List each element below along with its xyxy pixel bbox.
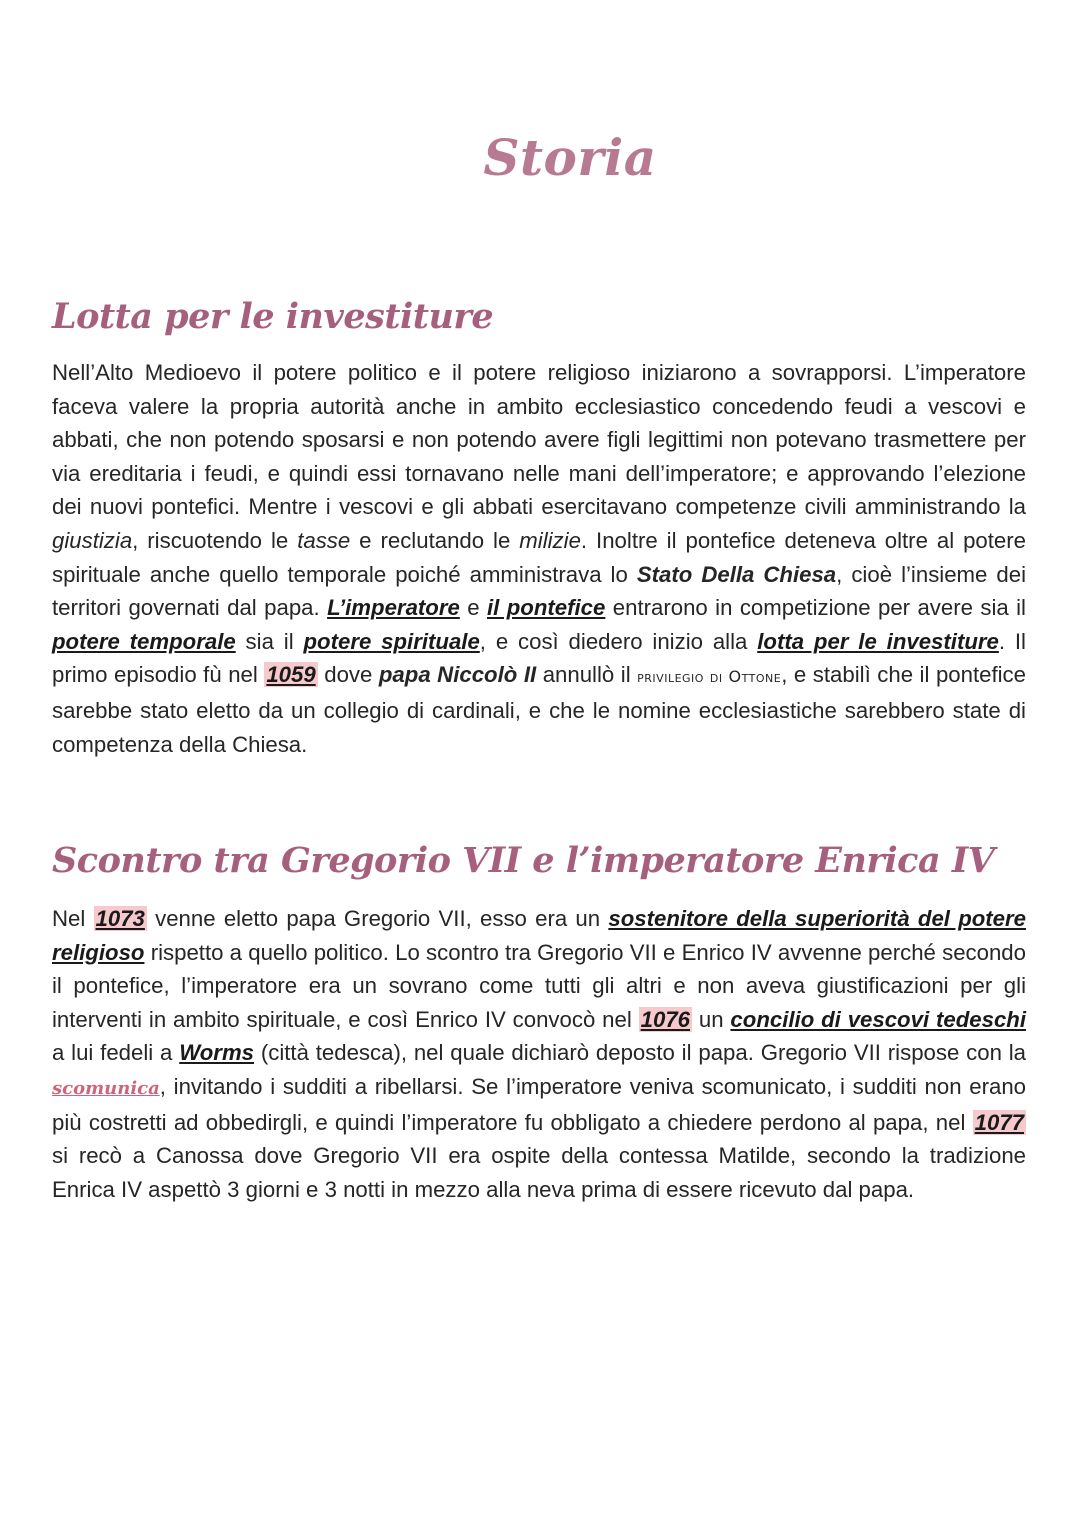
- text-run: si recò a Canossa dove Gregorio VII era ospite della contessa Matilde, secondo la tradizione Enrica IV aspettò 3 giorni e 3 notti in mezzo alla neva prima di essere ricevuto dal papa.: [52, 1143, 1026, 1202]
- keyword-scomunica: scomunica: [52, 1077, 160, 1099]
- text-run: . Inoltre il pontefice deteneva oltre al potere spirituale anche quello temporale poiché amministrava lo: [52, 527, 1026, 587]
- keyword-imperatore: L’imperatore: [327, 595, 460, 621]
- text-run: rispetto a quello politico. Lo scontro tra Gregorio VII e Enrico IV avvenne perché secondo il pontefice, l’imperatore era un sovrano come tutti gli altri e non aveva giustificazioni per gli interventi in ambito spirituale, e così Enrico IV convocò nel: [52, 939, 1026, 1032]
- text-run: , e così diedero inizio alla: [479, 628, 758, 654]
- page-title: Storia: [483, 128, 657, 187]
- bold-stato-della-chiesa: Stato Della Chiesa: [636, 561, 837, 587]
- keyword-worms: Worms: [179, 1040, 255, 1066]
- text-run: . Il primo episodio fù nel: [52, 628, 1026, 688]
- text-run: , e stabilì che il pontefice sarebbe stato eletto da un collegio di cardinali, e che le nomine ecclesiastiche sarebbero state di competenza della Chiesa.: [52, 662, 1026, 757]
- emphasis-giustizia: giustizia: [52, 527, 133, 553]
- keyword-lotta-investiture: lotta per le investiture: [757, 628, 999, 654]
- text-run: Nell’Alto Medioevo il potere politico e il potere religioso iniziarono a sovrapporsi. L’imperatore faceva valere la propria autorità anche in ambito ecclesiastico concedendo feudi a vescovi e abbati, che non potendo sposarsi e non potendo avere figli legittimi non potevano trasmettere per via ereditaria i feudi, e quindi essi tornavano nelle mani dell’imperatore; e approvando l’elezione dei nuovi pontefici. Mentre i vescovi e gli abbati esercitavano competenze civili amministrando la: [52, 360, 1026, 520]
- smallcaps-privilegio-ottone: privilegio di Ottone: [637, 667, 782, 687]
- keyword-superiorita-religioso: sostenitore della superiorità del potere religioso: [52, 906, 1026, 965]
- text-run: un: [692, 1006, 731, 1032]
- paragraph-scontro: [52, 902, 1026, 1206]
- text-run: sia il: [235, 628, 304, 654]
- text-run: a lui fedeli a: [52, 1040, 180, 1066]
- keyword-concilio-vescovi: concilio di vescovi tedeschi: [730, 1006, 1026, 1032]
- section-heading-investiture: Lotta per le investiture: [52, 296, 494, 337]
- text-run: , riscuotendo le: [132, 527, 298, 553]
- text-run: , invitando i sudditi a ribellarsi. Se l’imperatore veniva scomunicato, i sudditi non erano più costretti ad obbedirgli, e quindi l’imperatore fu obbligato a chiedere perdono al papa, nel: [52, 1073, 1026, 1135]
- bold-papa-niccolo: papa Niccolò II: [378, 662, 537, 688]
- highlight-year-1076: 1076: [640, 1006, 690, 1032]
- text-run: e: [459, 595, 487, 621]
- text-run: venne eletto papa Gregorio VII, esso era un: [146, 906, 609, 931]
- section-heading-scontro: Scontro tra Gregorio VII e l’imperatore Enrica IV: [52, 840, 995, 881]
- keyword-pontefice: il pontefice: [487, 595, 606, 621]
- keyword-potere-spirituale: potere spirituale: [303, 628, 480, 654]
- text-run: annullò il: [536, 662, 638, 688]
- text-run: Nel: [52, 906, 94, 931]
- highlight-year-1073: 1073: [95, 906, 145, 931]
- text-run: , cioè l’insieme dei territori governati dal papa.: [52, 561, 1027, 621]
- paragraph-investiture: [52, 356, 1026, 761]
- highlight-year-1077: 1077: [974, 1109, 1024, 1135]
- emphasis-tasse: tasse: [297, 527, 351, 553]
- emphasis-milizie: milizie: [519, 527, 581, 553]
- highlight-year-1059: 1059: [266, 662, 316, 688]
- text-run: dove: [317, 662, 379, 688]
- text-run: (città tedesca), nel quale dichiarò deposto il papa. Gregorio VII rispose con la: [254, 1040, 1027, 1066]
- keyword-potere-temporale: potere temporale: [52, 628, 236, 654]
- text-run: e reclutando le: [350, 527, 520, 553]
- text-run: entrarono in competizione per avere sia il: [605, 595, 1026, 621]
